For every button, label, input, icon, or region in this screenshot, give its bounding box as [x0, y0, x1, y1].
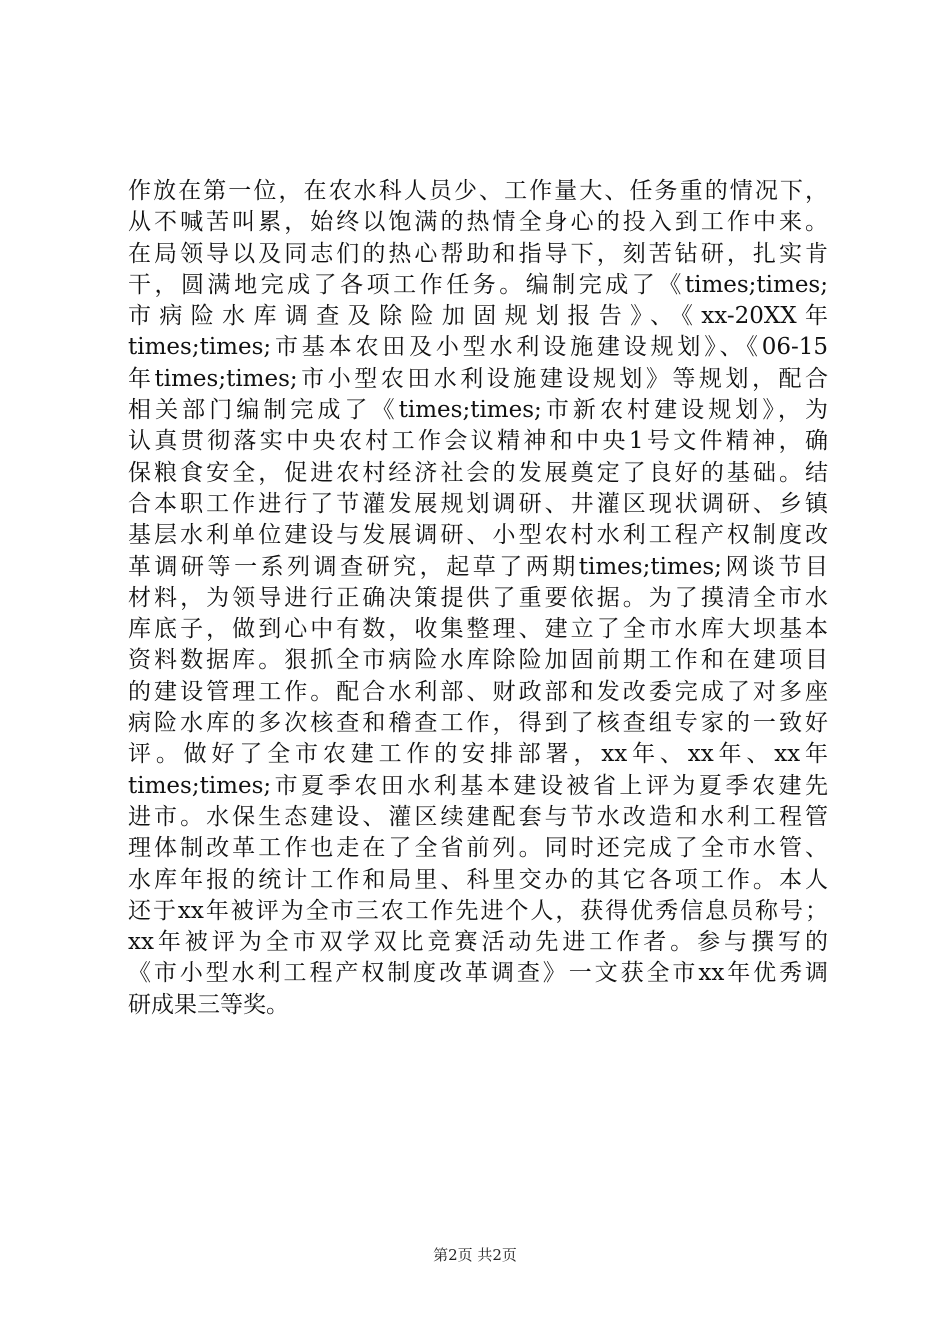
text-line: 保粮食安全，促进农村经济社会的发展奠定了良好的基础。结 — [128, 459, 828, 486]
text-line: 还于xx年被评为全市三农工作先进个人，获得优秀信息员称号； — [128, 897, 828, 924]
text-line: 基层水利单位建设与发展调研、小型农村水利工程产权制度改 — [128, 522, 828, 549]
body-paragraph — [128, 176, 828, 1021]
text-line: 相关部门编制完成了《times;times;市新农村建设规划》，为 — [128, 397, 828, 424]
text-line: 资料数据库。狠抓全市病险水库除险加固前期工作和在建项目 — [128, 647, 828, 674]
text-line: 评。做好了全市农建工作的安排部署，xx年、xx年、xx年 — [128, 741, 828, 768]
text-line: 材料，为领导进行正确决策提供了重要依据。为了摸清全市水 — [128, 584, 828, 611]
page-number-footer: 第2页 共2页 — [433, 1246, 517, 1264]
text-line: 市病险水库调查及除险加固规划报告》、《xx-20XX年 — [128, 303, 828, 330]
text-line: 水库年报的统计工作和局里、科里交办的其它各项工作。本人 — [128, 866, 828, 893]
text-line: 合本职工作进行了节灌发展规划调研、井灌区现状调研、乡镇 — [128, 490, 828, 517]
text-line: xx年被评为全市双学双比竞赛活动先进工作者。参与撰写的 — [128, 929, 828, 956]
text-line: 研成果三等奖。 — [128, 991, 289, 1018]
text-line: 革调研等一系列调查研究，起草了两期times;times;网谈节目 — [128, 553, 828, 580]
text-line: 年times;times;市小型农田水利设施建设规划》等规划，配合 — [128, 365, 828, 392]
text-line: 进市。水保生态建设、灌区续建配套与节水改造和水利工程管 — [128, 803, 828, 830]
text-line: times;times;市夏季农田水利基本建设被省上评为夏季农建先 — [128, 772, 828, 799]
text-line: 《市小型水利工程产权制度改革调查》一文获全市xx年优秀调 — [128, 960, 828, 987]
text-line: 认真贯彻落实中央农村工作会议精神和中央1号文件精神，确 — [128, 428, 828, 455]
text-line: 的建设管理工作。配合水利部、财政部和发改委完成了对多座 — [128, 678, 828, 705]
text-line: 从不喊苦叫累，始终以饱满的热情全身心的投入到工作中来。 — [128, 209, 828, 236]
text-line: 作放在第一位，在农水科人员少、工作量大、任务重的情况下， — [128, 178, 828, 204]
text-line: 在局领导以及同志们的热心帮助和指导下，刻苦钻研，扎实肯 — [128, 240, 828, 267]
text-line: times;times;市基本农田及小型水利设施建设规划》、《06-15 — [128, 334, 828, 361]
text-line: 病险水库的多次核查和稽查工作，得到了核查组专家的一致好 — [128, 710, 828, 737]
text-line: 理体制改革工作也走在了全省前列。同时还完成了全市水管、 — [128, 835, 828, 862]
text-line: 库底子，做到心中有数，收集整理、建立了全市水库大坝基本 — [128, 616, 828, 643]
text-line: 干，圆满地完成了各项工作任务。编制完成了《times;times; — [128, 271, 828, 298]
